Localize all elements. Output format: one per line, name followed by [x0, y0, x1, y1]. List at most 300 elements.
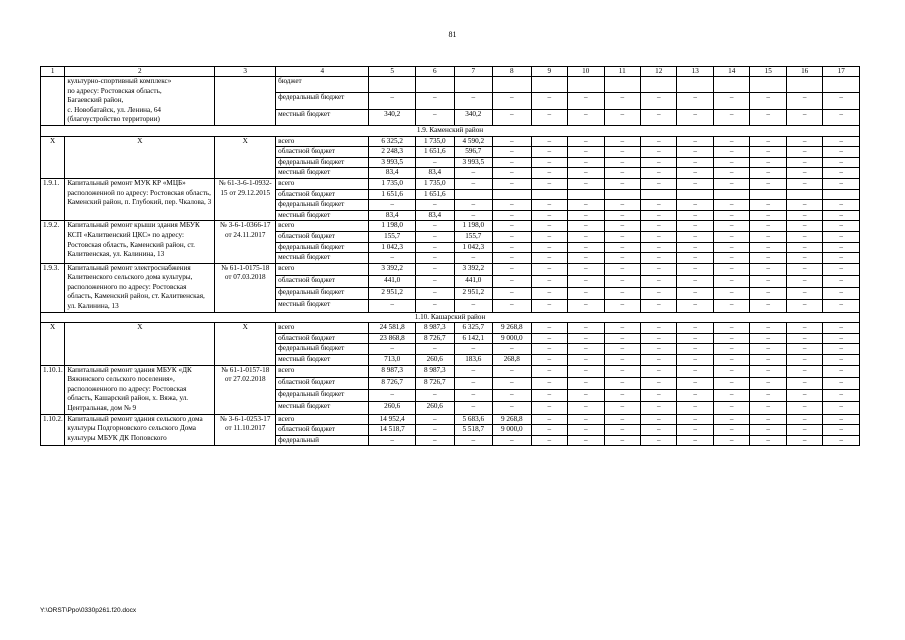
amount-cell: – [641, 402, 677, 414]
amount-cell [454, 189, 493, 200]
amount-cell: – [823, 93, 860, 109]
amount-cell: – [677, 323, 713, 334]
item-name: Капитальный ремонт крыши здания МБУК КСП «Калитвенский ЦКС» по адресу: Ростовская область, Каменский район, ст. Калитвенская, ул. Калинина, 13 [65, 221, 215, 263]
amount-cell: 6 142,1 [454, 333, 493, 344]
amount-cell: – [531, 300, 567, 312]
amount-cell: 1 042,3 [454, 242, 493, 253]
amount-cell: – [750, 365, 786, 377]
amount-cell: 3 993,5 [369, 157, 416, 168]
amount-cell: – [750, 333, 786, 344]
amount-cell: – [786, 200, 822, 211]
amount-cell [823, 189, 860, 200]
amount-cell: – [713, 178, 749, 189]
amount-cell: – [531, 168, 567, 179]
amount-cell: – [713, 288, 749, 300]
amount-cell: 8 987,3 [416, 365, 455, 377]
amount-cell: – [823, 333, 860, 344]
amount-cell: – [713, 136, 749, 147]
amount-cell: – [713, 344, 749, 355]
amount-cell: – [823, 402, 860, 414]
amount-cell: – [568, 344, 604, 355]
amount-cell: – [677, 93, 713, 109]
amount-cell: – [786, 288, 822, 300]
amount-cell: – [786, 323, 822, 334]
amount-cell [823, 77, 860, 93]
amount-cell: – [531, 365, 567, 377]
section-title: 1.10. Кашарский район [41, 312, 860, 323]
amount-cell: 1 198,0 [454, 221, 493, 232]
amount-cell: – [454, 253, 493, 264]
amount-cell: – [568, 377, 604, 389]
amount-cell: 5 518,7 [454, 425, 493, 436]
amount-cell: – [416, 242, 455, 253]
item-number: 1.9.3. [41, 263, 65, 312]
amount-cell: – [641, 355, 677, 366]
amount-cell: 1 198,0 [369, 221, 416, 232]
amount-cell [641, 77, 677, 93]
item-name: Капитальный ремонт здания МБУК «ДК Вяжинского сельского поселения», расположенного по адресу: Ростовская область, Кашарский район, х. Вяжа, ул. Центральная, дом № 9 [65, 365, 215, 414]
amount-cell: – [786, 157, 822, 168]
table-row [41, 323, 860, 334]
amount-cell: – [677, 344, 713, 355]
table-row [41, 263, 860, 275]
amount-cell: – [531, 275, 567, 287]
amount-cell: – [531, 231, 567, 242]
amount-cell: – [641, 425, 677, 436]
funding-source: федеральный бюджет [276, 242, 369, 253]
amount-cell: 441,0 [369, 275, 416, 287]
amount-cell: – [750, 253, 786, 264]
amount-cell: – [713, 300, 749, 312]
amount-cell: – [531, 390, 567, 402]
amount-cell: – [750, 377, 786, 389]
amount-cell: – [750, 414, 786, 425]
amount-cell: – [677, 157, 713, 168]
amount-cell: – [531, 210, 567, 221]
amount-cell: – [493, 435, 532, 446]
amount-cell: 1 735,0 [416, 136, 455, 147]
amount-cell: – [493, 231, 532, 242]
amount-cell: – [823, 377, 860, 389]
item-number: 1.9.1. [41, 178, 65, 220]
column-number-12: 12 [641, 67, 677, 77]
amount-cell: – [416, 93, 455, 109]
amount-cell: – [823, 210, 860, 221]
funding-source: всего [276, 323, 369, 334]
amount-cell: – [750, 200, 786, 211]
amount-cell: – [713, 200, 749, 211]
amount-cell: – [604, 221, 640, 232]
amount-cell: – [823, 253, 860, 264]
amount-cell: – [568, 157, 604, 168]
amount-cell: – [568, 253, 604, 264]
amount-cell: – [641, 210, 677, 221]
amount-cell: – [713, 210, 749, 221]
amount-cell: – [531, 425, 567, 436]
amount-cell: – [454, 377, 493, 389]
amount-cell: – [641, 157, 677, 168]
table-row [41, 414, 860, 425]
amount-cell: – [604, 200, 640, 211]
amount-cell: – [369, 300, 416, 312]
funding-source: федеральный бюджет [276, 288, 369, 300]
amount-cell: 183,6 [454, 355, 493, 366]
amount-cell: – [416, 425, 455, 436]
amount-cell: 268,8 [493, 355, 532, 366]
amount-cell: – [531, 200, 567, 211]
amount-cell: – [531, 157, 567, 168]
funding-source: областной бюджет [276, 147, 369, 158]
amount-cell: – [713, 414, 749, 425]
amount-cell: – [454, 93, 493, 109]
amount-cell: – [416, 390, 455, 402]
funding-source: областной бюджет [276, 425, 369, 436]
amount-cell: 2 248,3 [369, 147, 416, 158]
amount-cell: – [786, 168, 822, 179]
amount-cell: – [493, 221, 532, 232]
funding-source: всего [276, 365, 369, 377]
table-row [41, 77, 860, 93]
amount-cell: 3 392,2 [454, 263, 493, 275]
amount-cell: – [416, 231, 455, 242]
amount-cell: 1 651,6 [416, 189, 455, 200]
amount-cell: – [641, 147, 677, 158]
amount-cell: – [416, 109, 455, 125]
amount-cell: 83,4 [369, 210, 416, 221]
amount-cell [531, 189, 567, 200]
amount-cell [493, 189, 532, 200]
amount-cell: – [568, 178, 604, 189]
amount-cell: – [531, 355, 567, 366]
amount-cell: – [568, 109, 604, 125]
amount-cell: – [493, 365, 532, 377]
amount-cell: 8 726,7 [416, 333, 455, 344]
funding-source: местный бюджет [276, 210, 369, 221]
item-document: № 3-6-1-0253-17 от 11.10.2017 [215, 414, 276, 446]
amount-cell: 2 951,2 [369, 288, 416, 300]
amount-cell: – [604, 136, 640, 147]
amount-cell: – [713, 263, 749, 275]
amount-cell: – [823, 344, 860, 355]
amount-cell: 14 952,4 [369, 414, 416, 425]
amount-cell: – [823, 200, 860, 211]
funding-source: областной бюджет [276, 377, 369, 389]
amount-cell: – [713, 402, 749, 414]
column-number-13: 13 [677, 67, 713, 77]
amount-cell: – [641, 275, 677, 287]
column-number-9: 9 [531, 67, 567, 77]
amount-cell: – [493, 242, 532, 253]
column-number-7: 7 [454, 67, 493, 77]
amount-cell: – [568, 390, 604, 402]
item-document: № 61-1-0157-18 от 27.02.2018 [215, 365, 276, 414]
amount-cell: 9 268,8 [493, 323, 532, 334]
amount-cell: – [677, 253, 713, 264]
amount-cell: – [677, 263, 713, 275]
amount-cell: – [786, 390, 822, 402]
amount-cell: – [568, 300, 604, 312]
funding-source: федеральный бюджет [276, 157, 369, 168]
amount-cell: – [531, 288, 567, 300]
funding-source: федеральный бюджет [276, 390, 369, 402]
column-number-6: 6 [416, 67, 455, 77]
amount-cell: – [604, 210, 640, 221]
amount-cell: – [823, 242, 860, 253]
amount-cell: – [823, 168, 860, 179]
amount-cell: – [750, 147, 786, 158]
amount-cell: – [750, 109, 786, 125]
item-name: Капитальный ремонт МУК КР «МЦБ» расположенной по адресу: Ростовская область, Каменский район, п. Глубокий, пер. Чкалова, 3 [65, 178, 215, 220]
amount-cell: – [493, 147, 532, 158]
amount-cell: – [713, 365, 749, 377]
item-name-line: с. Новобатайск, ул. Ленина, 64 [67, 105, 162, 114]
amount-cell: – [786, 263, 822, 275]
amount-cell: – [786, 210, 822, 221]
amount-cell: – [823, 109, 860, 125]
amount-cell: – [568, 136, 604, 147]
amount-cell: – [604, 300, 640, 312]
item-name-line: (благоустройство территории) [67, 115, 160, 124]
amount-cell: – [568, 221, 604, 232]
amount-cell [604, 77, 640, 93]
total-marker: Х [65, 323, 215, 365]
amount-cell: – [493, 288, 532, 300]
item-document: № 3-6-1-0366-17 от 24.11.2017 [215, 221, 276, 263]
amount-cell: 1 651,6 [369, 189, 416, 200]
amount-cell: 6 325,2 [369, 136, 416, 147]
amount-cell: – [416, 288, 455, 300]
amount-cell: 441,0 [454, 275, 493, 287]
amount-cell: – [786, 242, 822, 253]
amount-cell: – [493, 93, 532, 109]
amount-cell: – [823, 425, 860, 436]
funding-source: областной бюджет [276, 333, 369, 344]
amount-cell: – [641, 377, 677, 389]
amount-cell: – [568, 333, 604, 344]
amount-cell [416, 77, 455, 93]
amount-cell: 8 987,3 [416, 323, 455, 334]
amount-cell: 6 325,7 [454, 323, 493, 334]
amount-cell: – [493, 168, 532, 179]
funding-source: всего [276, 221, 369, 232]
amount-cell: – [568, 275, 604, 287]
amount-cell: 8 726,7 [416, 377, 455, 389]
amount-cell: – [604, 168, 640, 179]
amount-cell: – [416, 221, 455, 232]
amount-cell: – [641, 93, 677, 109]
funding-source: областной бюджет [276, 189, 369, 200]
amount-cell: – [568, 323, 604, 334]
amount-cell: – [786, 231, 822, 242]
amount-cell: – [531, 344, 567, 355]
amount-cell: – [823, 221, 860, 232]
amount-cell: – [677, 414, 713, 425]
table-row [41, 221, 860, 232]
amount-cell: – [531, 402, 567, 414]
amount-cell: – [750, 288, 786, 300]
total-marker: Х [65, 136, 215, 178]
funding-source: местный бюджет [276, 253, 369, 264]
amount-cell: – [786, 414, 822, 425]
amount-cell [454, 77, 493, 93]
amount-cell: – [531, 93, 567, 109]
column-number-14: 14 [713, 67, 749, 77]
amount-cell: – [823, 157, 860, 168]
amount-cell: 1 735,0 [369, 178, 416, 189]
amount-cell: – [641, 136, 677, 147]
amount-cell: – [604, 147, 640, 158]
amount-cell [786, 189, 822, 200]
item-number: 1.10.2. [41, 414, 65, 446]
amount-cell: 155,7 [454, 231, 493, 242]
amount-cell: – [641, 414, 677, 425]
amount-cell: – [750, 263, 786, 275]
amount-cell: – [713, 390, 749, 402]
amount-cell: – [416, 200, 455, 211]
column-number-11: 11 [604, 67, 640, 77]
amount-cell: – [416, 414, 455, 425]
item-name-line: культурно-спортивный комплекс» [67, 77, 172, 85]
column-number-8: 8 [493, 67, 532, 77]
amount-cell: – [677, 168, 713, 179]
amount-cell: – [750, 435, 786, 446]
amount-cell: – [677, 147, 713, 158]
amount-cell [750, 189, 786, 200]
amount-cell: – [677, 435, 713, 446]
amount-cell: 9 268,8 [493, 414, 532, 425]
amount-cell: – [713, 323, 749, 334]
amount-cell: – [713, 253, 749, 264]
item-document [215, 77, 276, 126]
amount-cell: 14 518,7 [369, 425, 416, 436]
amount-cell: – [713, 109, 749, 125]
amount-cell [568, 77, 604, 93]
amount-cell: – [493, 109, 532, 125]
funding-source: местный бюджет [276, 109, 369, 125]
amount-cell: – [531, 435, 567, 446]
amount-cell [531, 77, 567, 93]
amount-cell: 2 951,2 [454, 288, 493, 300]
amount-cell: – [750, 323, 786, 334]
amount-cell: – [454, 300, 493, 312]
amount-cell: – [531, 136, 567, 147]
amount-cell: – [568, 93, 604, 109]
footer-file-path: Y:\ORST\Ppo\0330p261.f20.docx [40, 607, 137, 614]
amount-cell: – [713, 157, 749, 168]
section-title-row [41, 312, 860, 323]
column-number-4: 4 [276, 67, 369, 77]
amount-cell [713, 189, 749, 200]
amount-cell: – [750, 402, 786, 414]
amount-cell: – [713, 231, 749, 242]
amount-cell [369, 77, 416, 93]
amount-cell: – [677, 275, 713, 287]
table-row [41, 136, 860, 147]
amount-cell: – [823, 263, 860, 275]
funding-source: областной бюджет [276, 275, 369, 287]
amount-cell: – [677, 221, 713, 232]
amount-cell: – [604, 390, 640, 402]
page-number: 81 [448, 30, 457, 39]
amount-cell: – [641, 200, 677, 211]
amount-cell: – [493, 275, 532, 287]
amount-cell: – [750, 136, 786, 147]
amount-cell: – [750, 390, 786, 402]
amount-cell: – [454, 344, 493, 355]
amount-cell: – [604, 242, 640, 253]
funding-source: бюджет [276, 77, 369, 93]
amount-cell: – [493, 178, 532, 189]
column-number-17: 17 [823, 67, 860, 77]
amount-cell [568, 189, 604, 200]
amount-cell: 83,4 [416, 210, 455, 221]
amount-cell: – [641, 242, 677, 253]
amount-cell: – [677, 300, 713, 312]
amount-cell: – [713, 221, 749, 232]
amount-cell: – [416, 253, 455, 264]
amount-cell: – [531, 147, 567, 158]
funding-source: местный бюджет [276, 300, 369, 312]
amount-cell: – [454, 435, 493, 446]
column-number-row [41, 67, 860, 77]
funding-source: федеральный [276, 435, 369, 446]
amount-cell: – [786, 253, 822, 264]
amount-cell: – [677, 109, 713, 125]
funding-source: всего [276, 263, 369, 275]
amount-cell [750, 77, 786, 93]
amount-cell: – [750, 344, 786, 355]
amount-cell: – [786, 435, 822, 446]
funding-source: всего [276, 178, 369, 189]
section-title-row [41, 125, 860, 136]
amount-cell: – [677, 288, 713, 300]
amount-cell: – [531, 333, 567, 344]
amount-cell: – [416, 300, 455, 312]
amount-cell: – [568, 414, 604, 425]
amount-cell: – [493, 157, 532, 168]
amount-cell: – [568, 288, 604, 300]
table-body [41, 67, 860, 446]
amount-cell: – [786, 300, 822, 312]
amount-cell: – [786, 221, 822, 232]
amount-cell: – [713, 425, 749, 436]
amount-cell: – [604, 263, 640, 275]
item-document: № 61-1-0175-18 от 07.03.2018 [215, 263, 276, 312]
amount-cell: – [604, 333, 640, 344]
item-number: 1.10.1. [41, 365, 65, 414]
amount-cell: – [677, 210, 713, 221]
amount-cell: – [823, 178, 860, 189]
funding-source: местный бюджет [276, 402, 369, 414]
amount-cell: – [750, 425, 786, 436]
total-marker: Х [41, 136, 65, 178]
amount-cell: – [604, 253, 640, 264]
amount-cell: 1 042,3 [369, 242, 416, 253]
item-name-line: по адресу: Ростовская область, [67, 86, 162, 95]
amount-cell: – [641, 109, 677, 125]
amount-cell: – [786, 136, 822, 147]
amount-cell: 1 735,0 [416, 178, 455, 189]
amount-cell: – [677, 390, 713, 402]
column-number-1: 1 [41, 67, 65, 77]
amount-cell: – [531, 414, 567, 425]
amount-cell: – [750, 93, 786, 109]
amount-cell: – [454, 402, 493, 414]
budget-table [40, 66, 860, 446]
amount-cell: – [823, 231, 860, 242]
item-number: 1.9.2. [41, 221, 65, 263]
amount-cell: – [713, 242, 749, 253]
